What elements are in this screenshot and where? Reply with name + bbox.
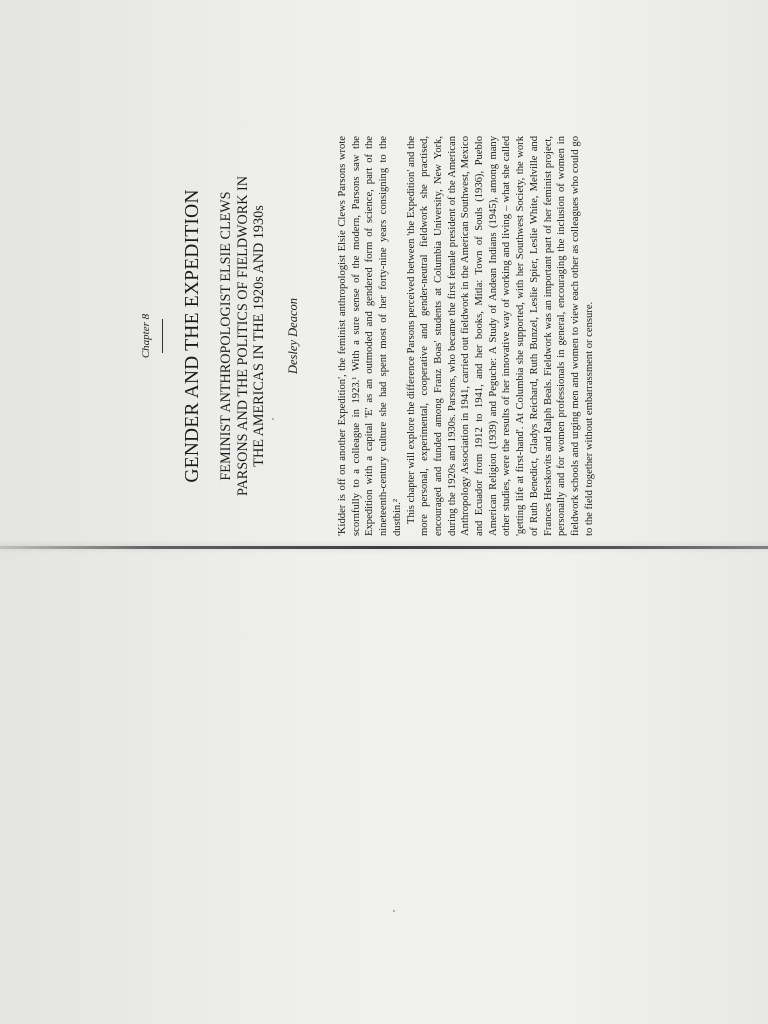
scan-speck <box>393 910 395 912</box>
subtitle-line: THE AMERICAS IN THE 1920s AND 1930s <box>251 205 267 467</box>
subtitle-line: PARSONS AND THE POLITICS OF FIELDWORK IN <box>234 175 251 497</box>
author-name: Desley Deacon <box>286 298 300 375</box>
body-paragraph: This chapter will explore the difference Parsons perceived between 'the Expedition' and the more personal, experimental, cooperative and gender-neutral fieldwork she practised, encouraged and funded among Franz Boas' students at Columbia University, New York, during the 1920s and 1930s. Parsons, who became the first female president of the American Anthropology Association in 1941, carried out fieldwork in the American Southwest, Mexico and Ecuador from 1912 to 1941, and her books, Mitla: Town of Souls (1936), Pueblo American Religion (1939) and Peguche: A Study of Andean Indians (1945), among many other studies, were the results of her innovative way of working and living – what she called 'getting life at first-hand'. At Columbia she supported, with her Southwest Society, the work of Ruth Benedict, Gladys Reichard, Ruth Bunzel, Leslie Spier, Leslie White, Melville and Frances Herskovits and Ralph Beals. Fieldwork was an important part of her feminist project, personally and for women professionals in general, encouraging the inclusion of women in fieldwork schools and urging men and women to view each other as colleagues who could go to the field together without embarrassment or censure. <box>405 136 595 536</box>
chapter-rule <box>162 319 163 353</box>
body-text <box>336 136 596 536</box>
body-paragraph: 'Kidder is off on another Expedition', the feminist anthropologist Elsie Clews Parsons wrote scornfully to a colleague in 1923.¹ With a sure sense of the modern, Parsons saw the Expedition with a capital 'E' as an outmoded and gendered form of science, part of the nineteenth-century culture she had spent most of her forty-nine years consigning to the dustbin.² <box>337 136 403 536</box>
rotated-book-page <box>140 136 730 536</box>
chapter-subtitle <box>218 136 268 536</box>
chapter-label: Chapter 8 <box>140 313 152 359</box>
chapter-title: GENDER AND THE EXPEDITION <box>182 189 203 483</box>
subtitle-line: FEMINIST ANTHROPOLOGIST ELSIE CLEWS <box>218 191 234 481</box>
book-spine-line <box>0 546 768 549</box>
